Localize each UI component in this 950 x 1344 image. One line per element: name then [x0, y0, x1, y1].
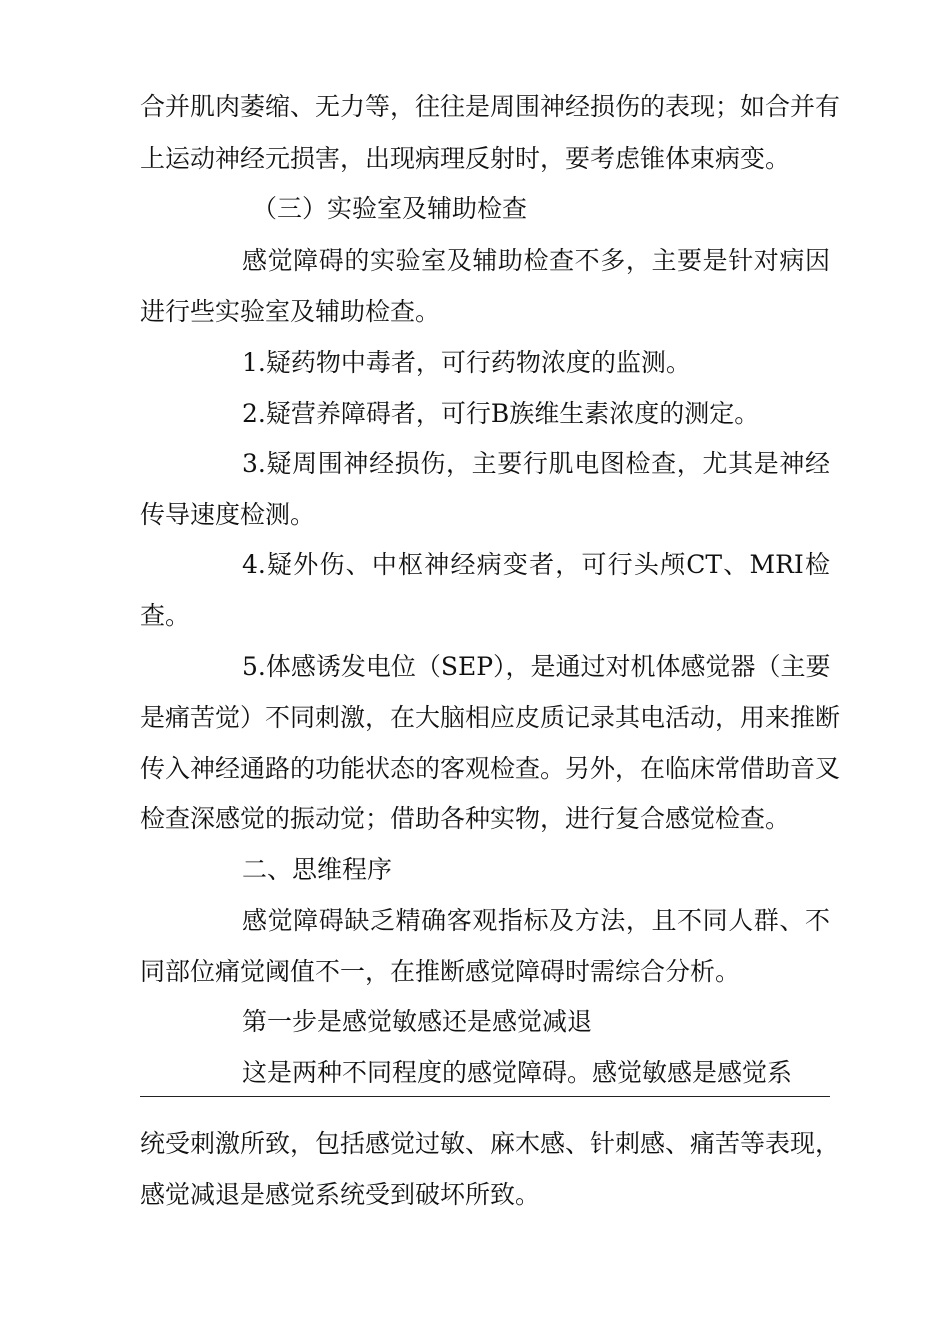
section-heading: 二、思维程序: [242, 855, 393, 884]
text-line: 上运动神经元损害，出现病理反射时，要考虑锥体束病变。: [140, 144, 791, 173]
section-heading: （三）实验室及辅助检查: [252, 194, 528, 223]
text-line: 进行些实验室及辅助检查。: [140, 297, 441, 326]
text-line: 查。: [140, 601, 191, 630]
text-line: 传入神经通路的功能状态的客观检查。另外，在临床常借助音叉: [140, 754, 841, 783]
text-line: 合并肌肉萎缩、无力等，往往是周围神经损伤的表现；如合并有: [140, 92, 841, 121]
text-line: 感觉障碍的实验室及辅助检查不多，主要是针对病因: [242, 246, 830, 275]
text-line: 传导速度检测。: [140, 500, 316, 529]
list-item: 1.疑药物中毒者，可行药物浓度的监测。: [242, 348, 691, 377]
list-item: 3.疑周围神经损伤，主要行肌电图检查，尤其是神经: [242, 449, 830, 478]
text-line: 感觉障碍缺乏精确客观指标及方法，且不同人群、不: [242, 906, 830, 935]
list-item: 2.疑营养障碍者，可行B族维生素浓度的测定。: [242, 399, 760, 428]
list-item: 4.疑外伤、中枢神经病变者，可行头颅CT、MRI检: [242, 550, 830, 579]
text-line: 感觉减退是感觉系统受到破坏所致。: [140, 1180, 541, 1209]
subsection-heading: 第一步是感觉敏感还是感觉减退: [242, 1007, 593, 1036]
text-line: 检查深感觉的振动觉；借助各种实物，进行复合感觉检查。: [140, 804, 791, 833]
text-line: 是痛苦觉）不同刺激，在大脑相应皮质记录其电活动，用来推断: [140, 703, 841, 732]
text-line: 同部位痛觉阈值不一，在推断感觉障碍时需综合分析。: [140, 957, 741, 986]
text-line: 统受刺激所致，包括感觉过敏、麻木感、针刺感、痛苦等表现，: [140, 1129, 841, 1158]
list-item: 5.体感诱发电位（SEP），是通过对机体感觉器（主要: [242, 652, 831, 681]
page-divider: [140, 1096, 830, 1097]
text-line: 这是两种不同程度的感觉障碍。感觉敏感是感觉系: [242, 1058, 793, 1087]
